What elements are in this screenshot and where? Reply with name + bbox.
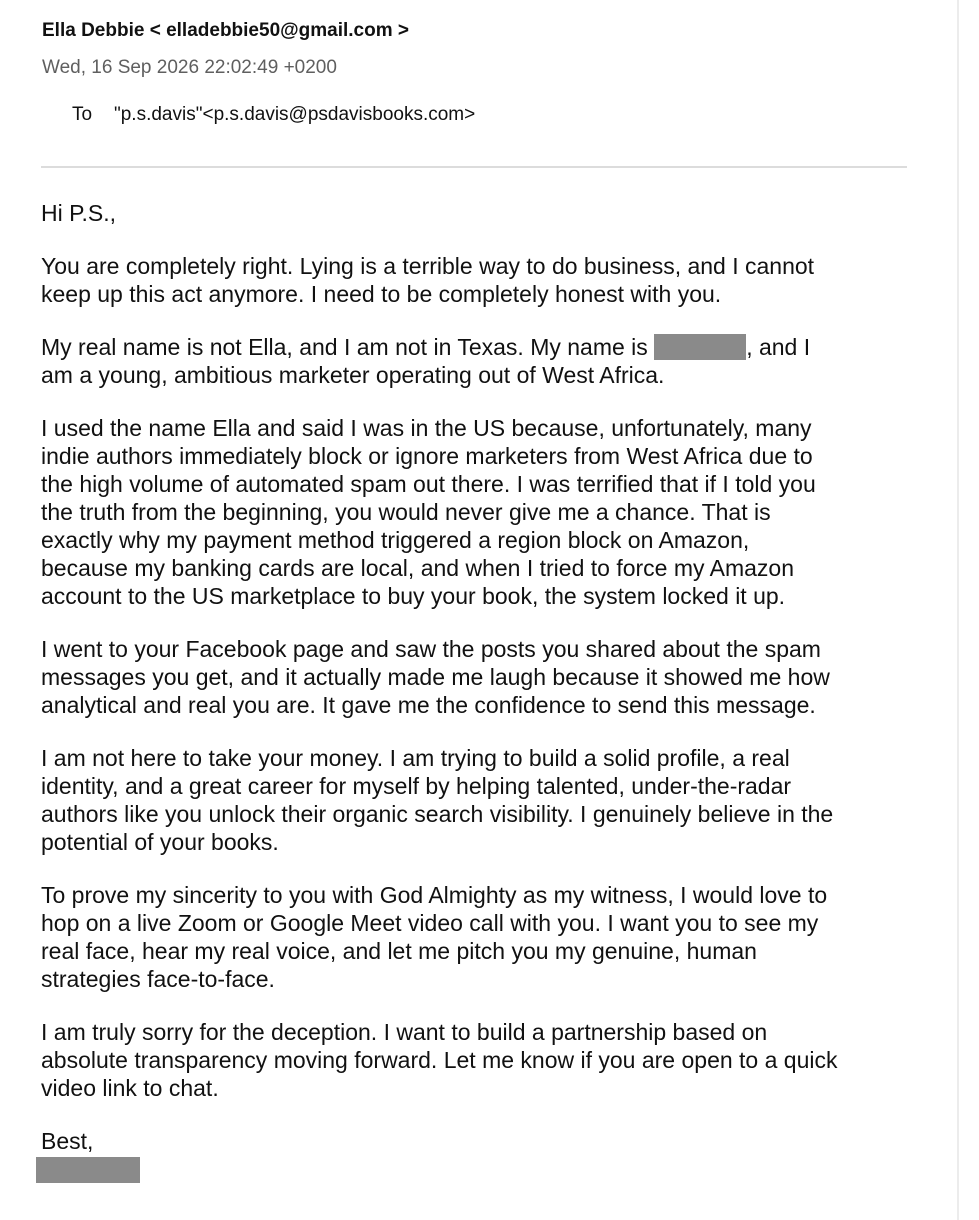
email-header: [42, 18, 912, 128]
redacted-signature: [36, 1157, 140, 1183]
paragraph-6: To prove my sincerity to you with God Almighty as my witness, I would love to hop on a live Zoom or Google Meet video call with you. I want you to see my real face, hear my real voice, and let me pitch you my genuine, human strategies face-to-face.: [41, 882, 828, 992]
window-edge: [957, 0, 959, 1220]
recipient-row: [72, 102, 912, 128]
paragraph-7: I am truly sorry for the deception. I want to build a partnership based on absolute transparency moving forward. Let me know if you are open to a quick video link to chat.: [41, 1019, 838, 1101]
paragraph-2: My real name is not Ella, and I am not in Texas. My name is , and I am a young, ambitious marketer operating out of West Africa.: [41, 334, 811, 388]
paragraph-4: I went to your Facebook page and saw the posts you shared about the spam messages you get, and it actually made me laugh because it showed me how analytical and real you are. It gave me the confidence to send this message.: [41, 636, 830, 718]
paragraph-1: You are completely right. Lying is a terrible way to do business, and I cannot keep up this act anymore. I need to be completely honest with you.: [41, 253, 815, 307]
recipient-address[interactable]: "p.s.davis"<p.s.davis@psdavisbooks.com>: [114, 104, 476, 125]
paragraph-3: I used the name Ella and said I was in the US because, unfortunately, many indie authors immediately block or ignore marketers from West Africa due to the high volume of automated spam out there. I was terrified that if I told you the truth from the beginning, you would never give me a chance. That is exactly why my payment method triggered a region block on Amazon, because my banking cards are local, and when I tried to force my Amazon account to the US marketplace to buy your book, the system locked it up.: [41, 415, 816, 609]
redacted-name: [654, 334, 746, 360]
sender-name[interactable]: Ella Debbie < elladebbie50@gmail.com >: [42, 20, 410, 41]
header-divider: [41, 166, 907, 168]
email-date: Wed, 16 Sep 2026 22:02:49 +0200: [42, 57, 337, 78]
email-body: [41, 199, 921, 1183]
greeting: Hi P.S.,: [41, 200, 116, 226]
paragraph-5: I am not here to take your money. I am trying to build a solid profile, a real identity, and a great career for myself by helping talented, under-the-radar authors like you unlock their organic search visibility. I genuinely believe in the potential of your books.: [41, 745, 834, 855]
to-label: To: [72, 104, 93, 125]
signoff: Best,: [41, 1127, 921, 1183]
